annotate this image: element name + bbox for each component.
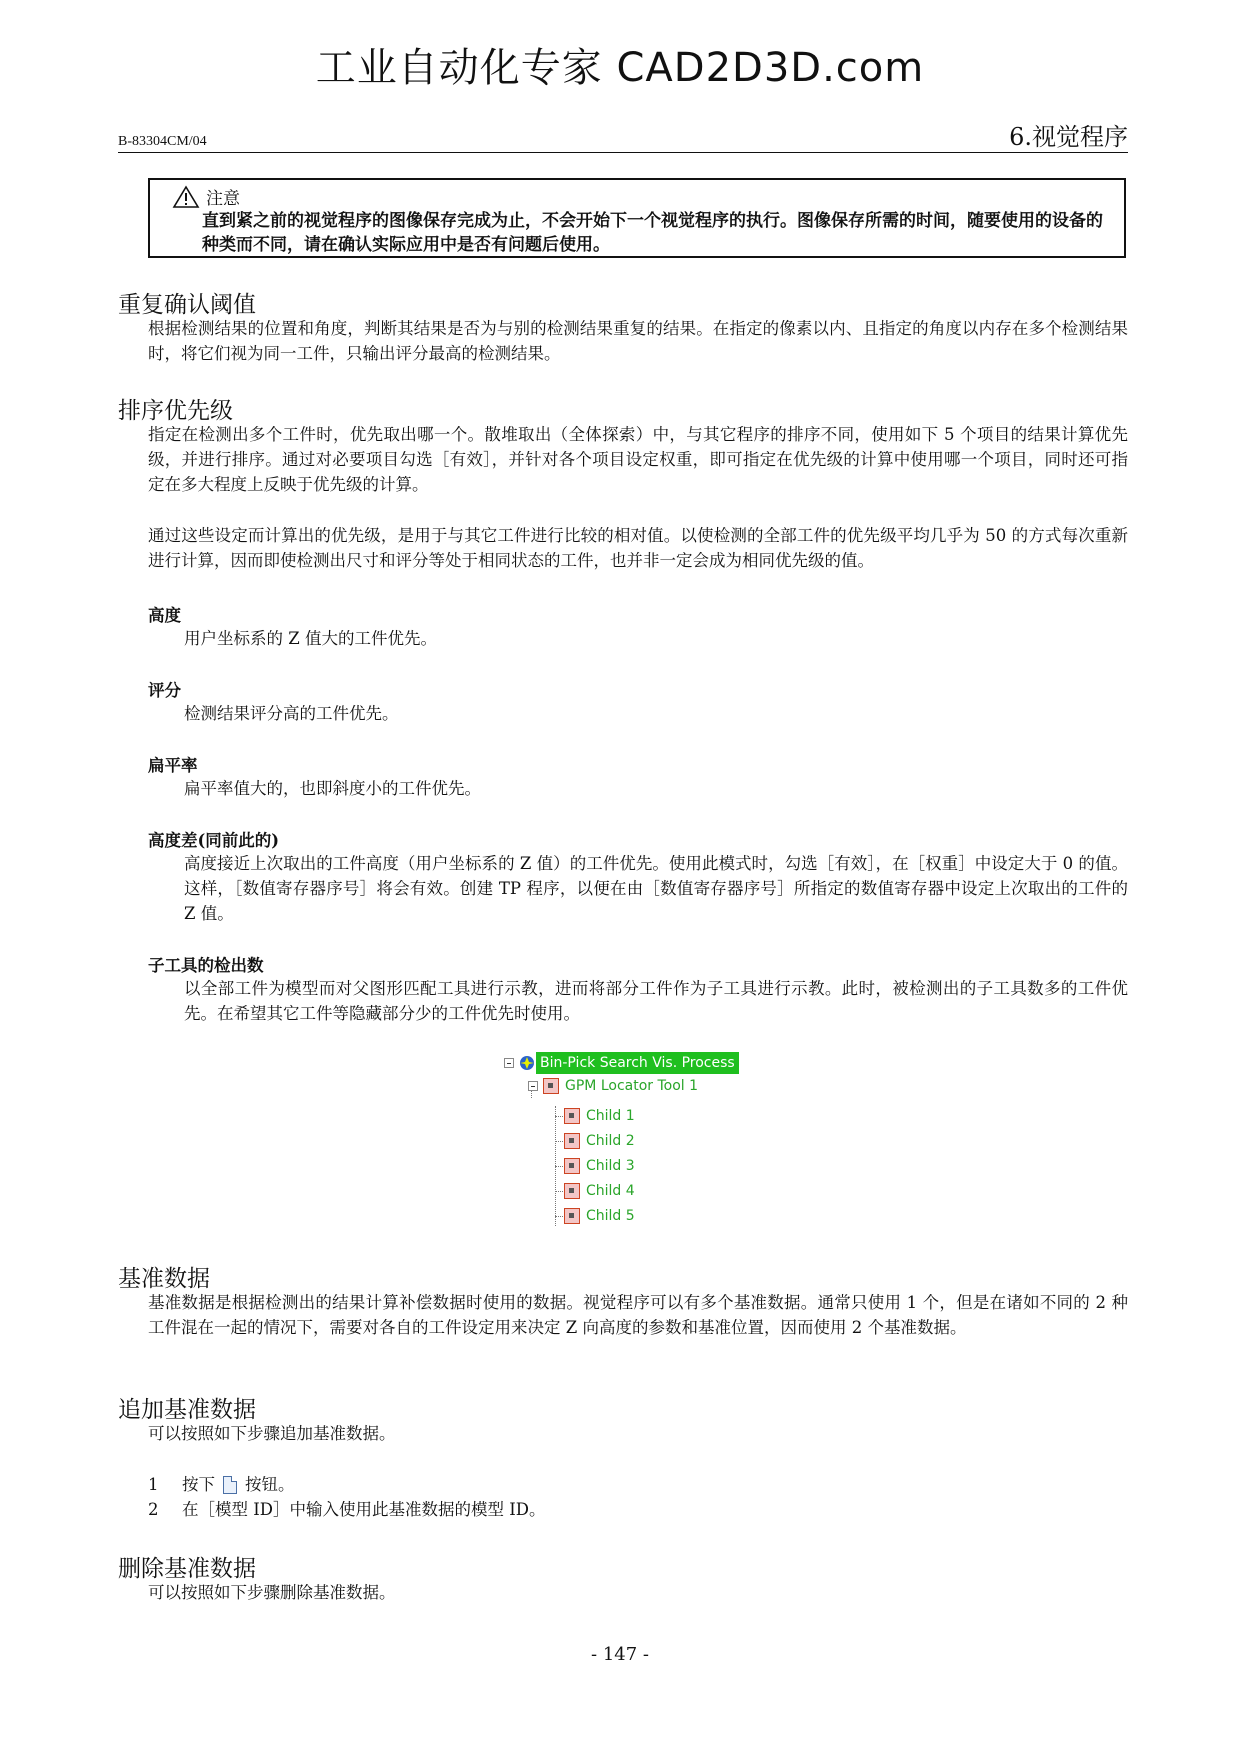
caution-box [148,178,1126,258]
tree-child-label[interactable]: Child 1 [586,1108,635,1124]
tree-child-label[interactable]: Child 4 [586,1183,635,1199]
step-number: 2 [148,1500,159,1519]
priority-item-title-height: 高度 [148,606,181,625]
section-body-delete-reference: 可以按照如下步骤删除基准数据。 [148,1583,396,1602]
watermark: 工业自动化专家 CAD2D3D.com [315,45,925,91]
section-body-overlap: 根据检测结果的位置和角度，判断其结果是否为与别的检测结果重复的结果。在指定的像素以内、且指定的角度以内存在多个检测结果时，将它们视为同一工件，只输出评分最高的检测结果。 [148,319,1128,363]
priority-item-title-height-diff: 高度差(同前此的) [148,831,280,850]
caution-text: 直到紧之前的视觉程序的图像保存完成为止，不会开始下一个视觉程序的执行。图像保存所需的时间，随要使用的设备的种类而不同，请在确认实际应用中是否有问题后使用。 [202,211,1103,255]
warning-icon [172,185,200,209]
tree-child-row[interactable] [564,1105,635,1127]
tree-child-row[interactable] [564,1180,635,1202]
priority-item-body-flatness: 扁平率值大的，也即斜度小的工件优先。 [184,779,481,798]
step-1 [148,1472,295,1497]
tree-tool-label[interactable]: GPM Locator Tool 1 [565,1078,699,1094]
section-body-reference: 基准数据是根据检测出的结果计算补偿数据时使用的数据。视觉程序可以有多个基准数据。通常只使用 1 个，但是在诸如不同的 2 种工件混在一起的情况下，需要对各自的工件设定用来决定 Z 向高度的参数和基准位置，因而使用 2 个基准数据。 [148,1293,1128,1337]
tree-child-row[interactable] [564,1130,635,1152]
child-tool-icon [564,1133,580,1149]
step-text: 在［模型 ID］中输入使用此基准数据的模型 ID。 [182,1500,546,1519]
collapse-icon[interactable] [528,1081,538,1091]
child-tool-icon [564,1158,580,1174]
section-body-priority-2: 通过这些设定而计算出的优先级，是用于与其它工件进行比较的相对值。以使检测的全部工件的优先级平均几乎为 50 的方式每次重新进行计算，因而即使检测出尺寸和评分等处于相同状态的工件，也并非一定会成为相同优先级的值。 [148,526,1128,570]
priority-item-title-flatness: 扁平率 [148,756,198,775]
page-number: - 147 - [591,1644,649,1665]
tree-connector [555,1116,563,1117]
section-body-priority-1: 指定在检测出多个工件时，优先取出哪一个。散堆取出（全体探索）中，与其它程序的排序不同，使用如下 5 个项目的结果计算优先级，并进行排序。通过对必要项目勾选［有效］，并针对各个项目设定权重，即可指定在优先级的计算中使用哪一个项目，同时还可指定在多大程度上反映于优先级的计算。 [148,425,1128,494]
tree-connector [555,1191,563,1192]
tree-connector [555,1141,563,1142]
priority-item-body-child-count: 以全部工件为模型而对父图形匹配工具进行示教，进而将部分工件作为子工具进行示教。此时，被检测出的子工具数多的工件优先。在希望其它工件等隐藏部分少的工件优先时使用。 [184,979,1128,1023]
tree-child-row[interactable] [564,1155,635,1177]
step-text-after: 按钮。 [245,1475,295,1494]
collapse-icon[interactable] [504,1058,514,1068]
tree-tool-row[interactable] [528,1075,698,1097]
tree-child-label[interactable]: Child 2 [586,1133,635,1149]
section-title-add-reference: 追加基准数据 [118,1397,256,1423]
tool-tree [504,1052,784,1236]
page-header [118,122,1128,153]
step-2 [148,1497,545,1522]
child-tool-icon [564,1108,580,1124]
section-title-overlap: 重复确认阈值 [118,292,256,318]
priority-item-body-score: 检测结果评分高的工件优先。 [184,704,399,723]
step-text-before: 按下 [182,1475,215,1494]
caution-title: 注意 [206,189,240,209]
section-body-add-reference: 可以按照如下步骤追加基准数据。 [148,1424,396,1443]
step-number: 1 [148,1475,159,1494]
section-title-delete-reference: 删除基准数据 [118,1556,256,1582]
priority-item-body-height: 用户坐标系的 Z 值大的工件优先。 [184,629,437,648]
tree-child-row[interactable] [564,1205,635,1227]
child-tool-icon [564,1183,580,1199]
child-tool-icon [564,1208,580,1224]
locator-tool-icon [543,1078,559,1094]
doc-code: B-83304CM/04 [118,134,207,149]
tree-child-label[interactable]: Child 3 [586,1158,635,1174]
tree-connector [555,1166,563,1167]
new-document-icon [223,1476,237,1494]
section-title-priority: 排序优先级 [118,398,233,424]
priority-item-body-height-diff: 高度接近上次取出的工件高度（用户坐标系的 Z 值）的工件优先。使用此模式时，勾选［有效］，在［权重］中设定大于 0 的值。这样，［数值寄存器序号］将会有效。创建 TP 程序，以便在由［数值寄存器序号］所指定的数值寄存器中设定上次取出的工件的 Z 值。 [184,854,1128,923]
priority-item-title-child-count: 子工具的检出数 [148,956,264,975]
tree-connector [555,1216,563,1217]
tree-root-label[interactable]: Bin-Pick Search Vis. Process [536,1052,739,1074]
caution-heading [172,184,240,209]
tree-root-row[interactable] [504,1052,739,1074]
chapter-title: 6.视觉程序 [1009,123,1128,151]
tree-child-label[interactable]: Child 5 [586,1208,635,1224]
section-title-reference: 基准数据 [118,1266,210,1292]
vision-process-icon [518,1054,536,1072]
priority-item-title-score: 评分 [148,681,181,700]
